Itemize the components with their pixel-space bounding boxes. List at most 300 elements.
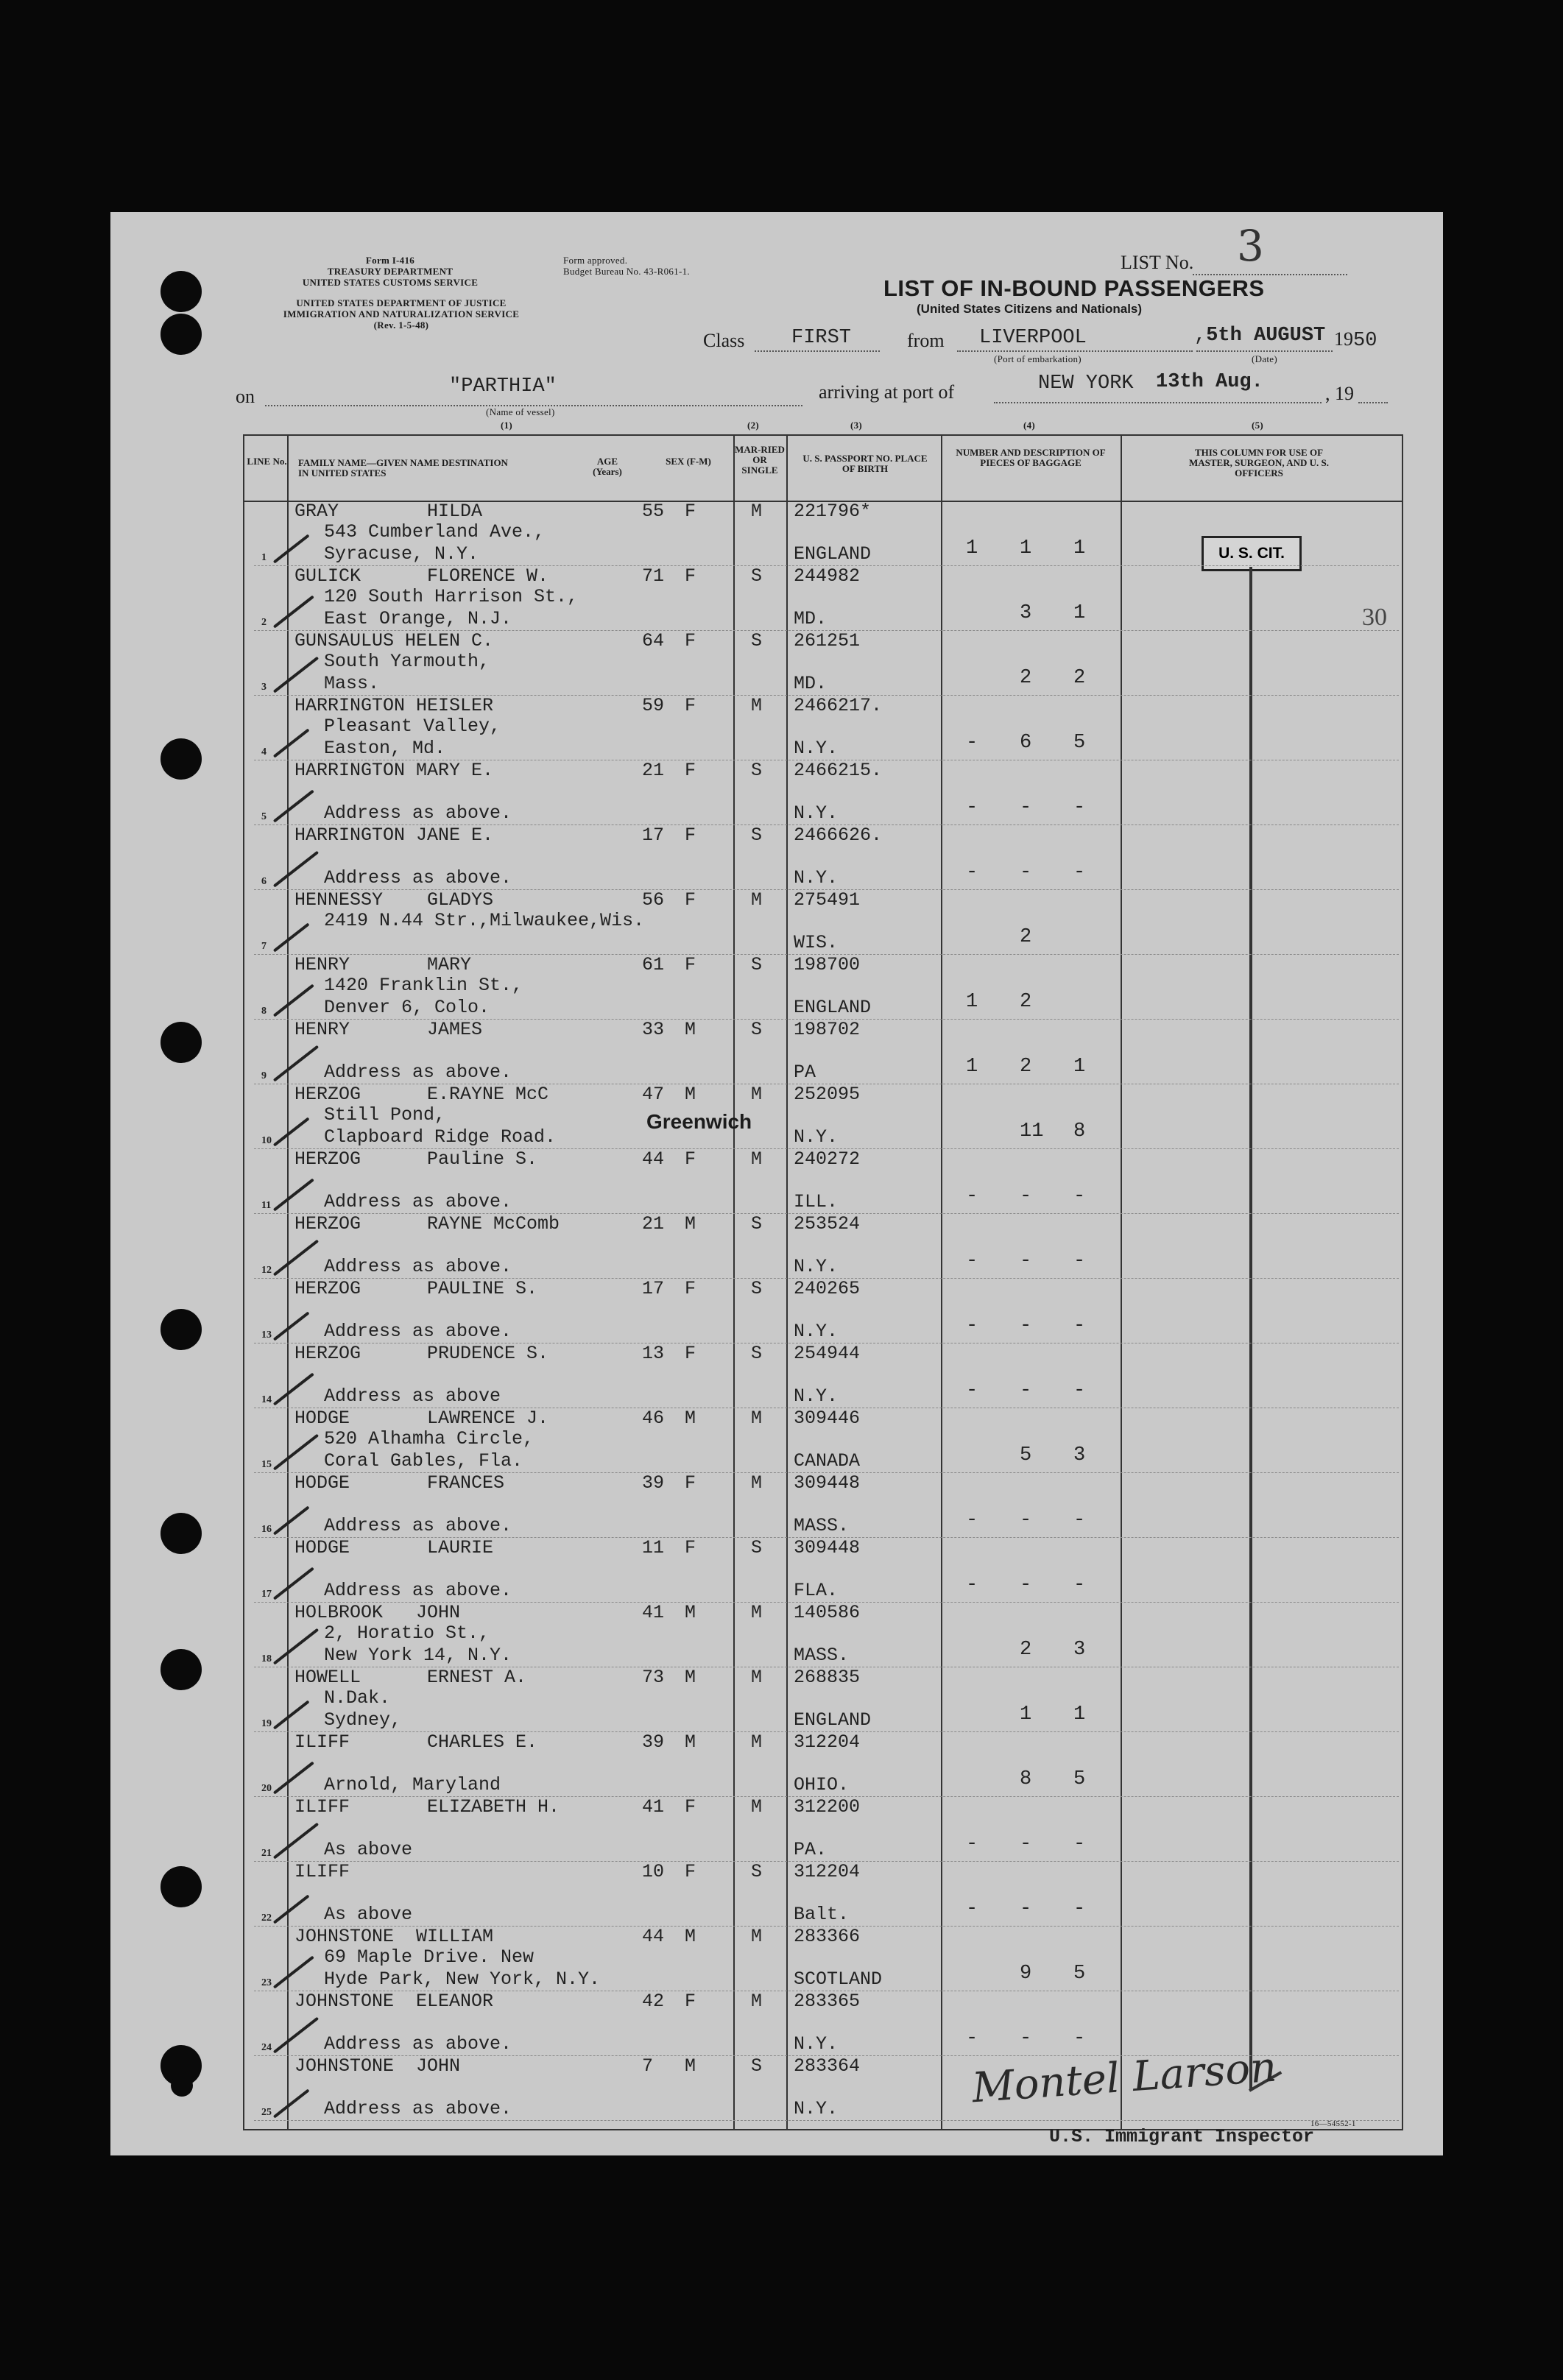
address-line: South Yarmouth, bbox=[324, 651, 490, 672]
passport-no: 221796* bbox=[794, 501, 872, 522]
col-header-sex: SEX (F-M) bbox=[666, 456, 711, 467]
col-divider bbox=[786, 434, 788, 2129]
place-of-birth: MASS. bbox=[794, 1645, 850, 1666]
baggage-count: 2 bbox=[1020, 926, 1032, 948]
baggage-count: 8 bbox=[1020, 1768, 1032, 1790]
place-of-birth: PA. bbox=[794, 1839, 828, 1860]
baggage-count: - bbox=[1073, 1898, 1086, 1920]
col-header-baggage: NUMBER AND DESCRIPTION OF PIECES OF BAGGAGE bbox=[956, 447, 1106, 468]
place-of-birth: MD. bbox=[794, 608, 828, 629]
age: 64 bbox=[642, 630, 665, 652]
baggage-count: - bbox=[1073, 1315, 1086, 1337]
address-line: Address as above. bbox=[324, 1321, 512, 1342]
marital-status: S bbox=[751, 630, 763, 652]
baggage-count: 5 bbox=[1020, 1444, 1032, 1466]
age: 47 bbox=[642, 1084, 665, 1105]
baggage-count: 5 bbox=[1073, 732, 1086, 754]
passenger-name: HARRINGTON JANE E. bbox=[294, 824, 494, 846]
col-number: (4) bbox=[1023, 420, 1036, 431]
age: 41 bbox=[642, 1602, 665, 1623]
marital-status: M bbox=[751, 1796, 763, 1818]
col-header-passport: U. S. PASSPORT NO. PLACE OF BIRTH bbox=[802, 453, 928, 474]
embarkation-port: LIVERPOOL bbox=[979, 327, 1087, 349]
baggage-count: 3 bbox=[1073, 1444, 1086, 1466]
baggage-count: - bbox=[1073, 1833, 1086, 1855]
address-line: Denver 6, Colo. bbox=[324, 997, 490, 1018]
passport-no: 309448 bbox=[794, 1537, 861, 1558]
place-of-birth: OHIO. bbox=[794, 1774, 850, 1795]
baggage-count: 5 bbox=[1073, 1963, 1086, 1985]
baggage-count: - bbox=[966, 1315, 978, 1337]
margin-note: 30 bbox=[1362, 604, 1387, 631]
page-title: LIST OF IN-BOUND PASSENGERS bbox=[883, 275, 1265, 301]
col-header-married: MAR-RIED OR SINGLE bbox=[735, 444, 785, 476]
address-line: Hyde Park, New York, N.Y. bbox=[324, 1968, 601, 1990]
address-line: Address as above. bbox=[324, 1256, 512, 1277]
baggage-count: - bbox=[1020, 797, 1032, 819]
sex: F bbox=[685, 889, 696, 911]
baggage-count: - bbox=[966, 2027, 978, 2049]
sex: F bbox=[685, 1278, 696, 1299]
passport-no: 244982 bbox=[794, 565, 861, 587]
sex: M bbox=[685, 1084, 696, 1105]
baggage-count: - bbox=[966, 1380, 978, 1402]
baggage-count: 2 bbox=[1020, 1056, 1032, 1078]
marital-status: S bbox=[751, 2055, 763, 2077]
baggage-count: 1 bbox=[1020, 537, 1032, 559]
sex: F bbox=[685, 1796, 696, 1818]
page-subtitle: (United States Citizens and Nationals) bbox=[917, 302, 1143, 316]
place-of-birth: ENGLAND bbox=[794, 997, 872, 1018]
baggage-count: - bbox=[1073, 1509, 1086, 1531]
line-number: 24 bbox=[261, 2042, 272, 2053]
address-line: 69 Maple Drive. New bbox=[324, 1946, 534, 1968]
age: 21 bbox=[642, 1213, 665, 1235]
age: 56 bbox=[642, 889, 665, 911]
baggage-count: 11 bbox=[1020, 1120, 1044, 1143]
age: 41 bbox=[642, 1796, 665, 1818]
address-line: Address as above. bbox=[324, 1580, 512, 1601]
sex: M bbox=[685, 1926, 696, 1947]
age: 59 bbox=[642, 695, 665, 716]
passport-no: 283366 bbox=[794, 1926, 861, 1947]
line-number: 18 bbox=[261, 1653, 272, 1664]
place-of-birth: N.Y. bbox=[794, 1321, 839, 1342]
line-number: 14 bbox=[261, 1394, 272, 1405]
address-line: Arnold, Maryland bbox=[324, 1774, 501, 1795]
place-of-birth: CANADA bbox=[794, 1450, 861, 1472]
age: 39 bbox=[642, 1472, 665, 1494]
col-divider bbox=[287, 434, 289, 2129]
col-number: (3) bbox=[850, 420, 863, 431]
passenger-name: HODGE FRANCES bbox=[294, 1472, 505, 1494]
address-line: Sydney, bbox=[324, 1709, 402, 1731]
line-number: 1 bbox=[261, 552, 267, 563]
passport-no: 2466217. bbox=[794, 695, 883, 716]
passport-no: 309448 bbox=[794, 1472, 861, 1494]
punch-hole bbox=[160, 314, 202, 355]
passport-no: 312204 bbox=[794, 1731, 861, 1753]
class-label: Class bbox=[703, 330, 745, 351]
place-of-birth: SCOTLAND bbox=[794, 1968, 883, 1990]
address-line: Coral Gables, Fla. bbox=[324, 1450, 523, 1472]
address-line: Pleasant Valley, bbox=[324, 716, 501, 737]
baggage-count: 1 bbox=[966, 537, 978, 559]
baggage-count: - bbox=[966, 1574, 978, 1596]
baggage-count: - bbox=[1073, 861, 1086, 883]
baggage-count: - bbox=[1020, 1509, 1032, 1531]
passenger-name: HENRY MARY bbox=[294, 954, 472, 975]
arrival-port: NEW YORK bbox=[1038, 372, 1134, 395]
place-of-birth: N.Y. bbox=[794, 2033, 839, 2055]
address-line: New York 14, N.Y. bbox=[324, 1645, 512, 1666]
passport-no: 309446 bbox=[794, 1408, 861, 1429]
age: 11 bbox=[642, 1537, 665, 1558]
passport-no: 198702 bbox=[794, 1019, 861, 1040]
punch-hole bbox=[160, 1513, 202, 1554]
rule bbox=[957, 350, 1193, 352]
passport-no: 261251 bbox=[794, 630, 861, 652]
line-number: 23 bbox=[261, 1977, 272, 1988]
baggage-count: 1 bbox=[966, 1056, 978, 1078]
col-header-name: FAMILY NAME—GIVEN NAME DESTINATION IN UNITED STATES bbox=[298, 457, 508, 479]
line-number: 17 bbox=[261, 1589, 272, 1600]
baggage-count: 1 bbox=[1073, 537, 1086, 559]
marital-status: M bbox=[751, 1408, 763, 1429]
address-line: 120 South Harrison St., bbox=[324, 586, 579, 607]
col-number: (5) bbox=[1252, 420, 1264, 431]
age: 46 bbox=[642, 1408, 665, 1429]
marital-status: M bbox=[751, 889, 763, 911]
marital-status: S bbox=[751, 1019, 763, 1040]
age: 44 bbox=[642, 1148, 665, 1170]
baggage-count: - bbox=[1020, 1833, 1032, 1855]
arrival-date: 13th Aug. bbox=[1156, 371, 1263, 393]
baggage-count: - bbox=[966, 1509, 978, 1531]
marital-status: M bbox=[751, 1731, 763, 1753]
sex: F bbox=[685, 1343, 696, 1364]
line-number: 15 bbox=[261, 1459, 272, 1470]
passenger-name: HENNESSY GLADYS bbox=[294, 889, 494, 911]
address-line: Address as above. bbox=[324, 1515, 512, 1536]
place-of-birth: PA bbox=[794, 1062, 816, 1083]
sex: M bbox=[685, 1213, 696, 1235]
agency-header: UNITED STATES DEPARTMENT OF JUSTICE IMMIGRATION AND NATURALIZATION SERVICE (Rev. 1-5-48) bbox=[283, 297, 520, 331]
marital-status: M bbox=[751, 1148, 763, 1170]
baggage-count: - bbox=[966, 1250, 978, 1272]
age: 13 bbox=[642, 1343, 665, 1364]
passenger-name: HERZOG RAYNE McComb bbox=[294, 1213, 560, 1235]
passport-no: 268835 bbox=[794, 1667, 861, 1688]
passenger-name: HERZOG PAULINE S. bbox=[294, 1278, 538, 1299]
line-number: 20 bbox=[261, 1783, 272, 1794]
address-line: Easton, Md. bbox=[324, 738, 446, 759]
rule bbox=[1358, 402, 1388, 403]
passenger-name: HODGE LAWRENCE J. bbox=[294, 1408, 549, 1429]
passenger-name: JOHNSTONE ELEANOR bbox=[294, 1991, 494, 2012]
passport-no: 275491 bbox=[794, 889, 861, 911]
line-number: 13 bbox=[261, 1330, 272, 1341]
passport-no: 312204 bbox=[794, 1861, 861, 1882]
place-of-birth: N.Y. bbox=[794, 1256, 839, 1277]
line-number: 21 bbox=[261, 1848, 272, 1859]
passport-no: 240272 bbox=[794, 1148, 861, 1170]
place-of-birth: N.Y. bbox=[794, 802, 839, 824]
form-header-left: Form I-416 TREASURY DEPARTMENT UNITED STATES CUSTOMS SERVICE bbox=[302, 255, 479, 288]
departure-date: ,5th AUGUST bbox=[1194, 325, 1326, 347]
baggage-count: - bbox=[1073, 1380, 1086, 1402]
place-of-birth: N.Y. bbox=[794, 1385, 839, 1407]
punch-hole bbox=[160, 1649, 202, 1690]
baggage-count: 5 bbox=[1073, 1768, 1086, 1790]
punch-hole bbox=[171, 2074, 193, 2097]
passport-no: 254944 bbox=[794, 1343, 861, 1364]
marital-status: M bbox=[751, 1667, 763, 1688]
footer-code: 16—54552-1 bbox=[1310, 2119, 1356, 2128]
place-of-birth: MASS. bbox=[794, 1515, 850, 1536]
baggage-count: - bbox=[1073, 797, 1086, 819]
baggage-count: - bbox=[966, 797, 978, 819]
baggage-count: 9 bbox=[1020, 1963, 1032, 1985]
col-header-officers: THIS COLUMN FOR USE OF MASTER, SURGEON, AND U. S. OFFICERS bbox=[1189, 447, 1329, 479]
line-number: 8 bbox=[261, 1006, 267, 1017]
us-citizen-stamp: U. S. CIT. bbox=[1202, 536, 1302, 571]
baggage-count: 2 bbox=[1020, 1639, 1032, 1661]
passenger-name: HERZOG PRUDENCE S. bbox=[294, 1343, 549, 1364]
baggage-count: 6 bbox=[1020, 732, 1032, 754]
marital-status: M bbox=[751, 1926, 763, 1947]
address-line: As above bbox=[324, 1904, 413, 1925]
sex: F bbox=[685, 760, 696, 781]
line-number: 19 bbox=[261, 1718, 272, 1729]
rule bbox=[994, 402, 1322, 403]
baggage-count: - bbox=[966, 1833, 978, 1855]
age: 33 bbox=[642, 1019, 665, 1040]
rule bbox=[1196, 350, 1333, 352]
line-number: 9 bbox=[261, 1070, 267, 1081]
age: 17 bbox=[642, 824, 665, 846]
inspector-label: U.S. Immigrant Inspector bbox=[1049, 2126, 1315, 2147]
age: 39 bbox=[642, 1731, 665, 1753]
passport-no: 240265 bbox=[794, 1278, 861, 1299]
sex: F bbox=[685, 1861, 696, 1882]
col-number: (1) bbox=[501, 420, 513, 431]
age: 10 bbox=[642, 1861, 665, 1882]
marital-status: M bbox=[751, 1084, 763, 1105]
passenger-name: HODGE LAURIE bbox=[294, 1537, 494, 1558]
place-of-birth: MD. bbox=[794, 673, 828, 694]
col-header-age: AGE (Years) bbox=[593, 456, 622, 477]
from-label: from bbox=[907, 330, 945, 351]
sex: F bbox=[685, 501, 696, 522]
age: 71 bbox=[642, 565, 665, 587]
handwritten-correction: Greenwich bbox=[646, 1110, 752, 1133]
baggage-count: 2 bbox=[1020, 667, 1032, 689]
place-of-birth: ENGLAND bbox=[794, 1709, 872, 1731]
address-line: 520 Alhamha Circle, bbox=[324, 1428, 534, 1449]
departure-year: 1950 bbox=[1334, 328, 1377, 352]
baggage-count: - bbox=[1020, 1574, 1032, 1596]
sex: M bbox=[685, 1667, 696, 1688]
baggage-count: - bbox=[1020, 1380, 1032, 1402]
baggage-count: - bbox=[966, 861, 978, 883]
baggage-count: 2 bbox=[1020, 991, 1032, 1013]
sex: F bbox=[685, 1991, 696, 2012]
punch-hole bbox=[160, 1309, 202, 1350]
sex: M bbox=[685, 1019, 696, 1040]
sex: M bbox=[685, 1731, 696, 1753]
address-line: 1420 Franklin St., bbox=[324, 975, 523, 996]
form-approval: Form approved. Budget Bureau No. 43-R061-1. bbox=[563, 255, 690, 277]
baggage-count: 1 bbox=[1020, 1703, 1032, 1726]
baggage-count: 8 bbox=[1073, 1120, 1086, 1143]
address-line: Address as above bbox=[324, 1385, 501, 1407]
marital-status: M bbox=[751, 1602, 763, 1623]
col-divider bbox=[941, 434, 942, 2129]
passenger-name: ILIFF ELIZABETH H. bbox=[294, 1796, 560, 1818]
baggage-count: 3 bbox=[1020, 602, 1032, 624]
place-of-birth: ILL. bbox=[794, 1191, 839, 1212]
baggage-count: 1 bbox=[1073, 1056, 1086, 1078]
baggage-count: - bbox=[1073, 1250, 1086, 1272]
marital-status: S bbox=[751, 1278, 763, 1299]
marital-status: S bbox=[751, 824, 763, 846]
passenger-name: JOHNSTONE JOHN bbox=[294, 2055, 461, 2077]
passenger-name: HOLBROOK JOHN bbox=[294, 1602, 461, 1623]
age: 44 bbox=[642, 1926, 665, 1947]
passport-no: 2466215. bbox=[794, 760, 883, 781]
line-number: 25 bbox=[261, 2107, 272, 2118]
address-line: Address as above. bbox=[324, 1062, 512, 1083]
punch-hole bbox=[160, 1866, 202, 1907]
punch-hole bbox=[160, 738, 202, 780]
baggage-count: 3 bbox=[1073, 1639, 1086, 1661]
line-number: 4 bbox=[261, 746, 267, 758]
line-number: 7 bbox=[261, 941, 267, 952]
list-no-value: 3 bbox=[1237, 221, 1264, 271]
marital-status: M bbox=[751, 1472, 763, 1494]
sex: M bbox=[685, 1408, 696, 1429]
age: 55 bbox=[642, 501, 665, 522]
on-label: on bbox=[236, 386, 255, 407]
passenger-name: HERZOG Pauline S. bbox=[294, 1148, 538, 1170]
line-number: 11 bbox=[261, 1200, 272, 1211]
baggage-count: - bbox=[1073, 1574, 1086, 1596]
baggage-count: - bbox=[966, 1898, 978, 1920]
address-line: N.Dak. bbox=[324, 1687, 391, 1709]
passenger-name: HOWELL ERNEST A. bbox=[294, 1667, 527, 1688]
col-divider bbox=[733, 434, 735, 2129]
line-number: 3 bbox=[261, 682, 267, 693]
passenger-name: HARRINGTON HEISLER bbox=[294, 695, 494, 716]
baggage-count: - bbox=[1073, 2027, 1086, 2049]
vessel-name: "PARTHIA" bbox=[449, 375, 557, 398]
passenger-name: GRAY HILDA bbox=[294, 501, 483, 522]
col-header-line: LINE No. bbox=[247, 456, 287, 467]
punch-hole bbox=[160, 271, 202, 312]
address-line: Mass. bbox=[324, 673, 380, 694]
baggage-count: - bbox=[1020, 2027, 1032, 2049]
place-of-birth: Balt. bbox=[794, 1904, 850, 1925]
passport-no: 283364 bbox=[794, 2055, 861, 2077]
inspector-signature: Montel Larson bbox=[970, 2043, 1279, 2113]
passport-no: 140586 bbox=[794, 1602, 861, 1623]
arrival-year: , 19 bbox=[1325, 383, 1354, 404]
marital-status: M bbox=[751, 1991, 763, 2012]
age: 17 bbox=[642, 1278, 665, 1299]
address-line: 2, Horatio St., bbox=[324, 1622, 490, 1644]
baggage-count: - bbox=[966, 1185, 978, 1207]
col-number: (2) bbox=[747, 420, 760, 431]
sex: F bbox=[685, 1537, 696, 1558]
arriving-label: arriving at port of bbox=[819, 381, 955, 403]
sex: M bbox=[685, 2055, 696, 2077]
baggage-count: - bbox=[1020, 1185, 1032, 1207]
row-rule bbox=[254, 2120, 1399, 2121]
passport-no: 198700 bbox=[794, 954, 861, 975]
address-line: Address as above. bbox=[324, 867, 512, 889]
address-line: Still Pond, bbox=[324, 1104, 446, 1126]
line-number: 5 bbox=[261, 811, 267, 822]
place-of-birth: N.Y. bbox=[794, 738, 839, 759]
date-caption: (Date) bbox=[1252, 353, 1277, 364]
line-number: 16 bbox=[261, 1524, 272, 1535]
passenger-name: ILIFF bbox=[294, 1861, 350, 1882]
address-line: 543 Cumberland Ave., bbox=[324, 521, 546, 543]
passport-no: 283365 bbox=[794, 1991, 861, 2012]
line-number: 10 bbox=[261, 1135, 272, 1146]
vessel-caption: (Name of vessel) bbox=[486, 406, 555, 417]
marital-status: S bbox=[751, 1537, 763, 1558]
passport-no: 312200 bbox=[794, 1796, 861, 1818]
baggage-count: 2 bbox=[1073, 667, 1086, 689]
marital-status: S bbox=[751, 1861, 763, 1882]
line-number: 6 bbox=[261, 876, 267, 887]
sex: F bbox=[685, 695, 696, 716]
place-of-birth: WIS. bbox=[794, 932, 839, 953]
baggage-count: - bbox=[1073, 1185, 1086, 1207]
baggage-count: - bbox=[1020, 1250, 1032, 1272]
passenger-name: HERZOG E.RAYNE McC bbox=[294, 1084, 549, 1105]
marital-status: M bbox=[751, 695, 763, 716]
place-of-birth: N.Y. bbox=[794, 867, 839, 889]
address-line: Address as above. bbox=[324, 1191, 512, 1212]
port-caption: (Port of embarkation) bbox=[994, 353, 1082, 364]
baggage-count: - bbox=[1020, 1315, 1032, 1337]
marital-status: M bbox=[751, 501, 763, 522]
age: 42 bbox=[642, 1991, 665, 2012]
passenger-name: HENRY JAMES bbox=[294, 1019, 483, 1040]
marital-status: S bbox=[751, 1343, 763, 1364]
address-line: 2419 N.44 Str.,Milwaukee,Wis. bbox=[324, 910, 645, 931]
col-divider bbox=[1121, 434, 1122, 2129]
baggage-count: 1 bbox=[966, 991, 978, 1013]
passenger-name: HARRINGTON MARY E. bbox=[294, 760, 494, 781]
sex: M bbox=[685, 1602, 696, 1623]
class-value: FIRST bbox=[791, 327, 852, 349]
address-line: Clapboard Ridge Road. bbox=[324, 1126, 557, 1148]
baggage-count: 1 bbox=[1073, 1703, 1086, 1726]
baggage-count: - bbox=[1020, 861, 1032, 883]
passenger-name: GULICK FLORENCE W. bbox=[294, 565, 549, 587]
address-line: East Orange, N.J. bbox=[324, 608, 512, 629]
line-number: 22 bbox=[261, 1913, 272, 1924]
punch-hole bbox=[160, 1022, 202, 1063]
marital-status: S bbox=[751, 565, 763, 587]
rule bbox=[755, 350, 880, 352]
marital-status: S bbox=[751, 1213, 763, 1235]
age: 61 bbox=[642, 954, 665, 975]
